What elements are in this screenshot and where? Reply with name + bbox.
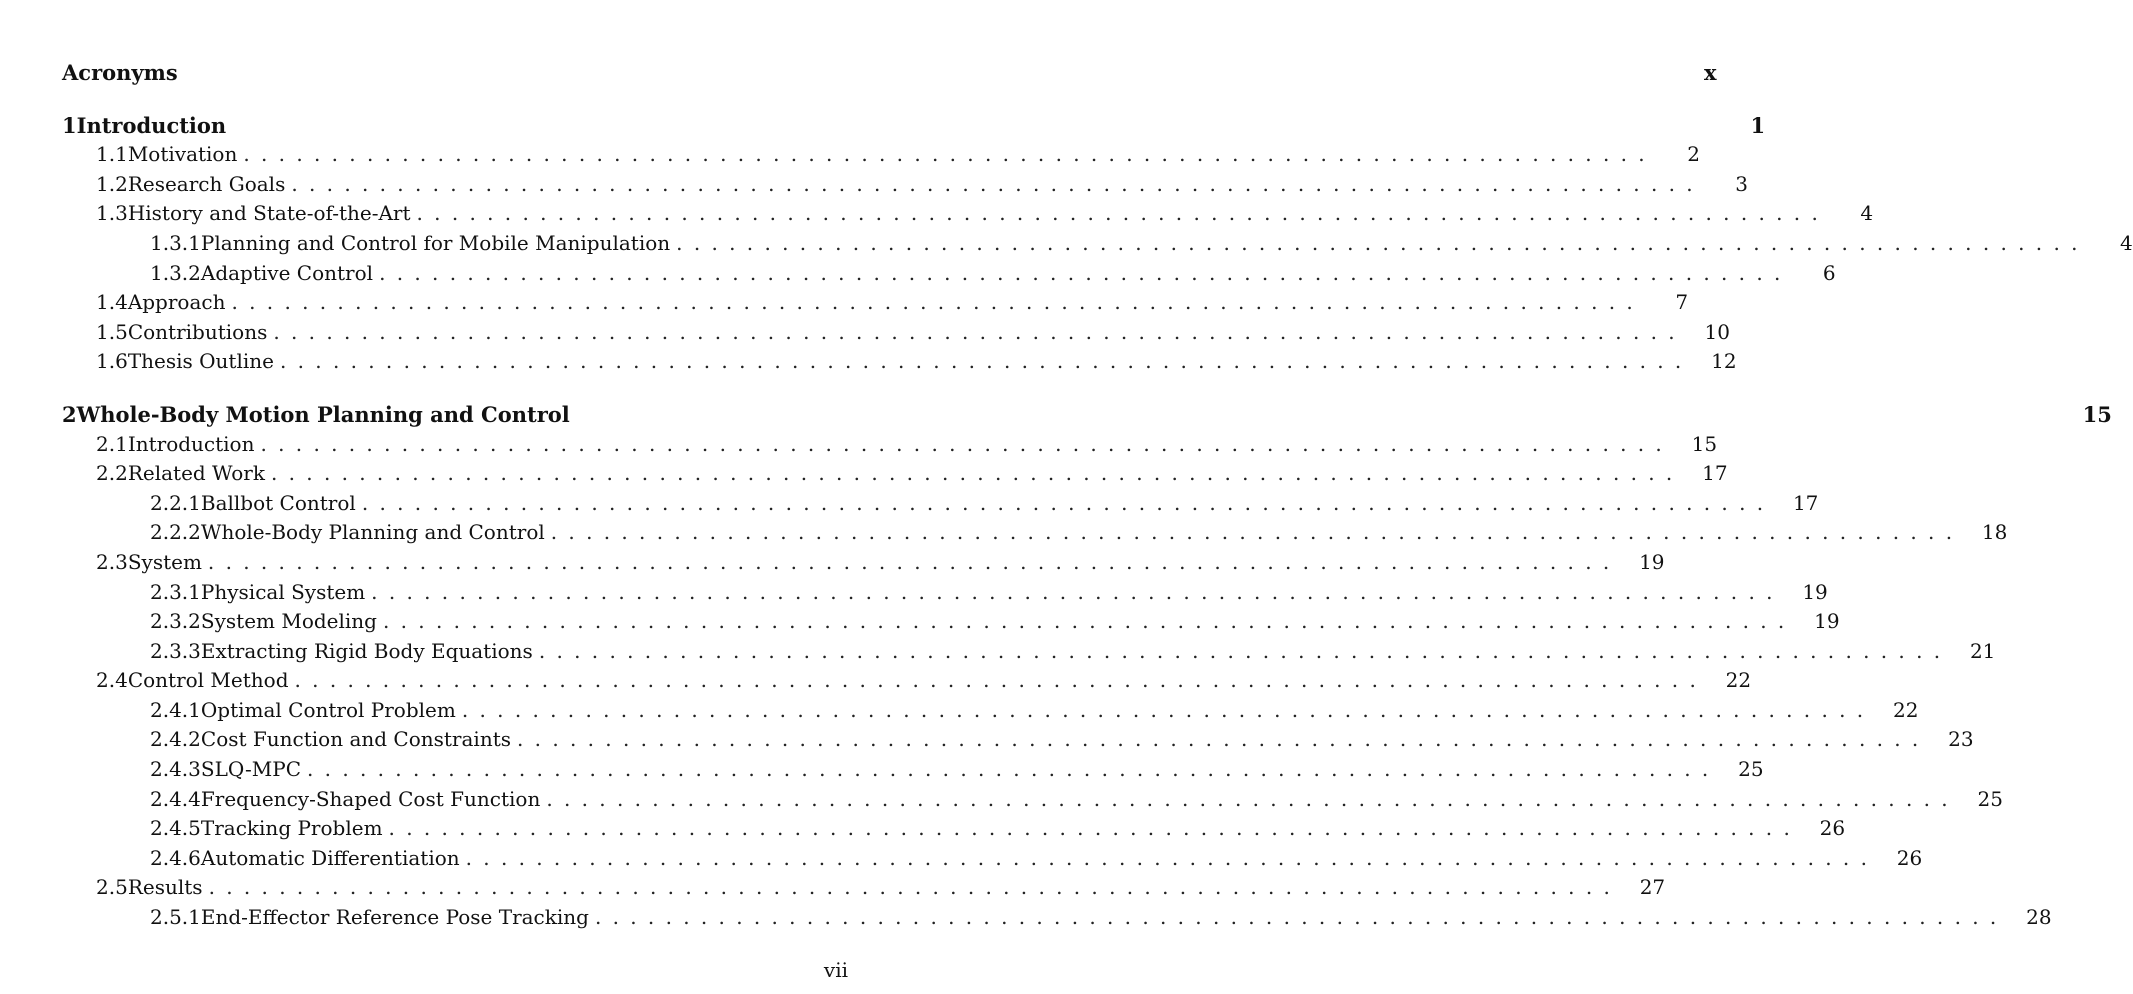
toc-dot-leader: ................................................................................ [550,520,1964,545]
toc-entry-title: Adaptive Control [200,260,374,285]
toc-entry-title: Optimal Control Problem [200,697,456,722]
page-number: vii [823,958,848,982]
toc-entry-number: 1 [62,112,77,138]
toc-entry-page: 1 [1750,112,1766,138]
toc-dot-leader: ................................................................................ [371,579,1784,604]
toc-entry-page: 22 [1892,697,1919,722]
toc-entry-number: 1.3.2 [150,260,201,285]
table-of-contents [62,58,2133,933]
toc-entry-number: 1.4 [96,290,128,315]
toc-section-entry[interactable] [62,696,1919,726]
toc-entry-title: Tracking Problem [200,816,383,841]
toc-entry-title: Approach [127,290,226,315]
toc-dot-leader: ................................................................................ [461,697,1875,722]
toc-section-entry[interactable] [62,318,1730,348]
toc-entry-title: End-Effector Reference Pose Tracking [200,905,589,930]
toc-entry-number: 1.2 [96,171,128,196]
toc-entry-page: 4 [1860,201,1874,226]
toc-entry-page: 2 [1687,142,1700,167]
toc-entry-number: 1.5 [96,319,128,344]
toc-entry-page: x [1704,60,1717,85]
toc-entry-title: Results [127,875,203,900]
toc-entry-page: 19 [1802,579,1828,604]
toc-entry-number: 1.6 [96,349,128,374]
toc-entry-number: 1.3 [96,201,128,226]
toc-entry-page: 25 [1738,757,1764,782]
toc-dot-leader: ................................................................................ [676,230,2089,255]
toc-chapter-entry[interactable] [62,111,1766,141]
toc-entry-page: 19 [1639,549,1665,574]
toc-section-entry[interactable] [62,844,1923,874]
toc-entry-title: Cost Function and Constraints [200,727,511,752]
toc-entry-page: 22 [1725,668,1752,693]
toc-chapter-entry[interactable] [62,58,1717,88]
toc-section-entry[interactable] [62,459,1728,489]
toc-section-entry[interactable] [62,637,1996,667]
toc-section-entry[interactable] [62,489,1819,519]
toc-entry-title: System [127,549,202,574]
toc-section-entry[interactable] [62,814,1846,844]
toc-entry-page: 12 [1711,349,1737,374]
toc-section-entry[interactable] [62,785,2003,815]
toc-section-entry[interactable] [62,873,1666,903]
toc-entry-page: 4 [2120,230,2133,255]
toc-dot-leader: ................................................................................ [260,431,1674,456]
toc-dot-leader: ................................................................................ [270,461,1684,486]
toc-dot-leader: ................................................................................ [207,549,1621,574]
toc-entry-title: Research Goals [127,171,286,196]
toc-section-entry[interactable] [62,903,2052,933]
toc-entry-number: 2.4.3 [150,757,201,782]
toc-entry-page: 15 [2082,401,2112,427]
toc-section-entry[interactable] [62,578,1828,608]
toc-entry-number: 2.3.1 [150,579,201,604]
toc-entry-number: 2.4.2 [150,727,201,752]
toc-entry-title: Control Method [127,668,289,693]
toc-entry-number: 2.3 [96,549,128,574]
toc-entry-page: 27 [1639,875,1666,900]
toc-entry-page: 7 [1675,290,1689,315]
toc-section-entry[interactable] [62,666,1752,696]
toc-entry-number: 2.4.5 [150,816,201,841]
toc-chapter-entry[interactable] [62,400,2112,430]
toc-entry-title: Physical System [200,579,366,604]
toc-dot-leader: ................................................................................ [243,142,1656,167]
toc-section-entry[interactable] [62,607,1840,637]
toc-entry-number: 2.2.1 [150,490,201,515]
toc-entry-title: Whole-Body Motion Planning and Control [76,401,570,427]
toc-entry-title: Motivation [127,142,238,167]
toc-entry-number: 2.2.2 [150,520,201,545]
toc-dot-leader: ................................................................................ [382,609,1796,634]
toc-dot-leader: ................................................................................ [307,757,1720,782]
toc-entry-title: Whole-Body Planning and Control [200,520,545,545]
toc-entry-title: Ballbot Control [200,490,356,515]
toc-dot-leader: ................................................................................ [291,171,1704,196]
toc-entry-number: 2.2 [96,461,128,486]
toc-entry-number: 2 [62,401,77,427]
toc-entry-page: 15 [1691,431,1718,456]
toc-dot-leader: ................................................................................ [294,668,1708,693]
toc-entry-number: 2.5 [96,875,128,900]
toc-section-entry[interactable] [62,548,1665,578]
toc-entry-page: 17 [1702,461,1728,486]
toc-entry-page: 25 [1977,786,2003,811]
toc-entry-page: 26 [1896,845,1923,870]
toc-entry-number: 2.4.6 [150,845,201,870]
toc-entry-page: 10 [1704,319,1730,344]
toc-section-entry[interactable] [62,755,1764,785]
toc-entry-number: 2.3.3 [150,638,201,663]
toc-section-entry[interactable] [62,140,1700,170]
toc-entry-title: Introduction [76,112,227,138]
toc-entry-title: System Modeling [200,609,377,634]
toc-entry-title: Contributions [127,319,268,344]
toc-entry-title: Thesis Outline [127,349,274,374]
toc-dot-leader: ................................................................................ [361,490,1775,515]
toc-section-entry[interactable] [62,199,1874,229]
toc-section-entry[interactable] [62,288,1689,318]
toc-entry-title: Acronyms [62,60,178,85]
toc-entry-title: Automatic Differentiation [200,845,460,870]
toc-entry-title: Frequency-Shaped Cost Function [200,786,541,811]
toc-dot-leader: ................................................................................ [546,786,1959,811]
toc-entry-number: 2.3.2 [150,609,201,634]
toc-dot-leader: ................................................................................ [416,201,1830,226]
toc-entry-title: Introduction [127,431,255,456]
toc-dot-leader: ................................................................................ [594,905,2008,930]
toc-entry-title: Planning and Control for Mobile Manipulation [200,230,671,255]
toc-dot-leader: ................................................................................ [231,290,1645,315]
toc-entry-title: History and State-of-the-Art [127,201,411,226]
toc-section-entry[interactable] [62,347,1737,377]
toc-entry-page: 6 [1822,260,1836,285]
toc-dot-leader: ................................................................................ [279,349,1693,374]
toc-section-entry[interactable] [62,259,1836,289]
toc-entry-page: 19 [1814,609,1840,634]
toc-dot-leader: ................................................................................ [517,727,1930,752]
toc-entry-title: SLQ-MPC [200,757,301,782]
toc-entry-page: 28 [2026,905,2052,930]
toc-dot-leader: ................................................................................ [208,875,1622,900]
toc-entry-number: 2.5.1 [150,905,201,930]
toc-entry-page: 23 [1948,727,1974,752]
toc-entry-title: Extracting Rigid Body Equations [200,638,533,663]
toc-section-entry[interactable] [62,170,1748,200]
toc-entry-page: 17 [1792,490,1819,515]
toc-section-entry[interactable] [62,229,2133,259]
toc-entry-number: 2.1 [96,431,128,456]
toc-entry-number: 2.4.1 [150,697,201,722]
toc-section-entry[interactable] [62,430,1718,460]
toc-dot-leader: ................................................................................ [465,845,1879,870]
toc-entry-number: 1.3.1 [150,230,201,255]
toc-section-entry[interactable] [62,518,2008,548]
toc-dot-leader: ................................................................................ [273,319,1686,344]
toc-entry-number: 2.4.4 [150,786,201,811]
toc-entry-number: 2.4 [96,668,128,693]
toc-entry-page: 18 [1981,520,2008,545]
toc-entry-number: 1.1 [96,142,128,167]
toc-dot-leader: ................................................................................ [538,638,1952,663]
toc-entry-page: 3 [1735,171,1748,196]
toc-entry-title: Related Work [127,461,265,486]
toc-entry-page: 26 [1819,816,1846,841]
toc-dot-leader: ................................................................................ [379,260,1792,285]
toc-dot-leader: ................................................................................ [388,816,1802,841]
toc-entry-page: 21 [1969,638,1996,663]
toc-section-entry[interactable] [62,725,1974,755]
